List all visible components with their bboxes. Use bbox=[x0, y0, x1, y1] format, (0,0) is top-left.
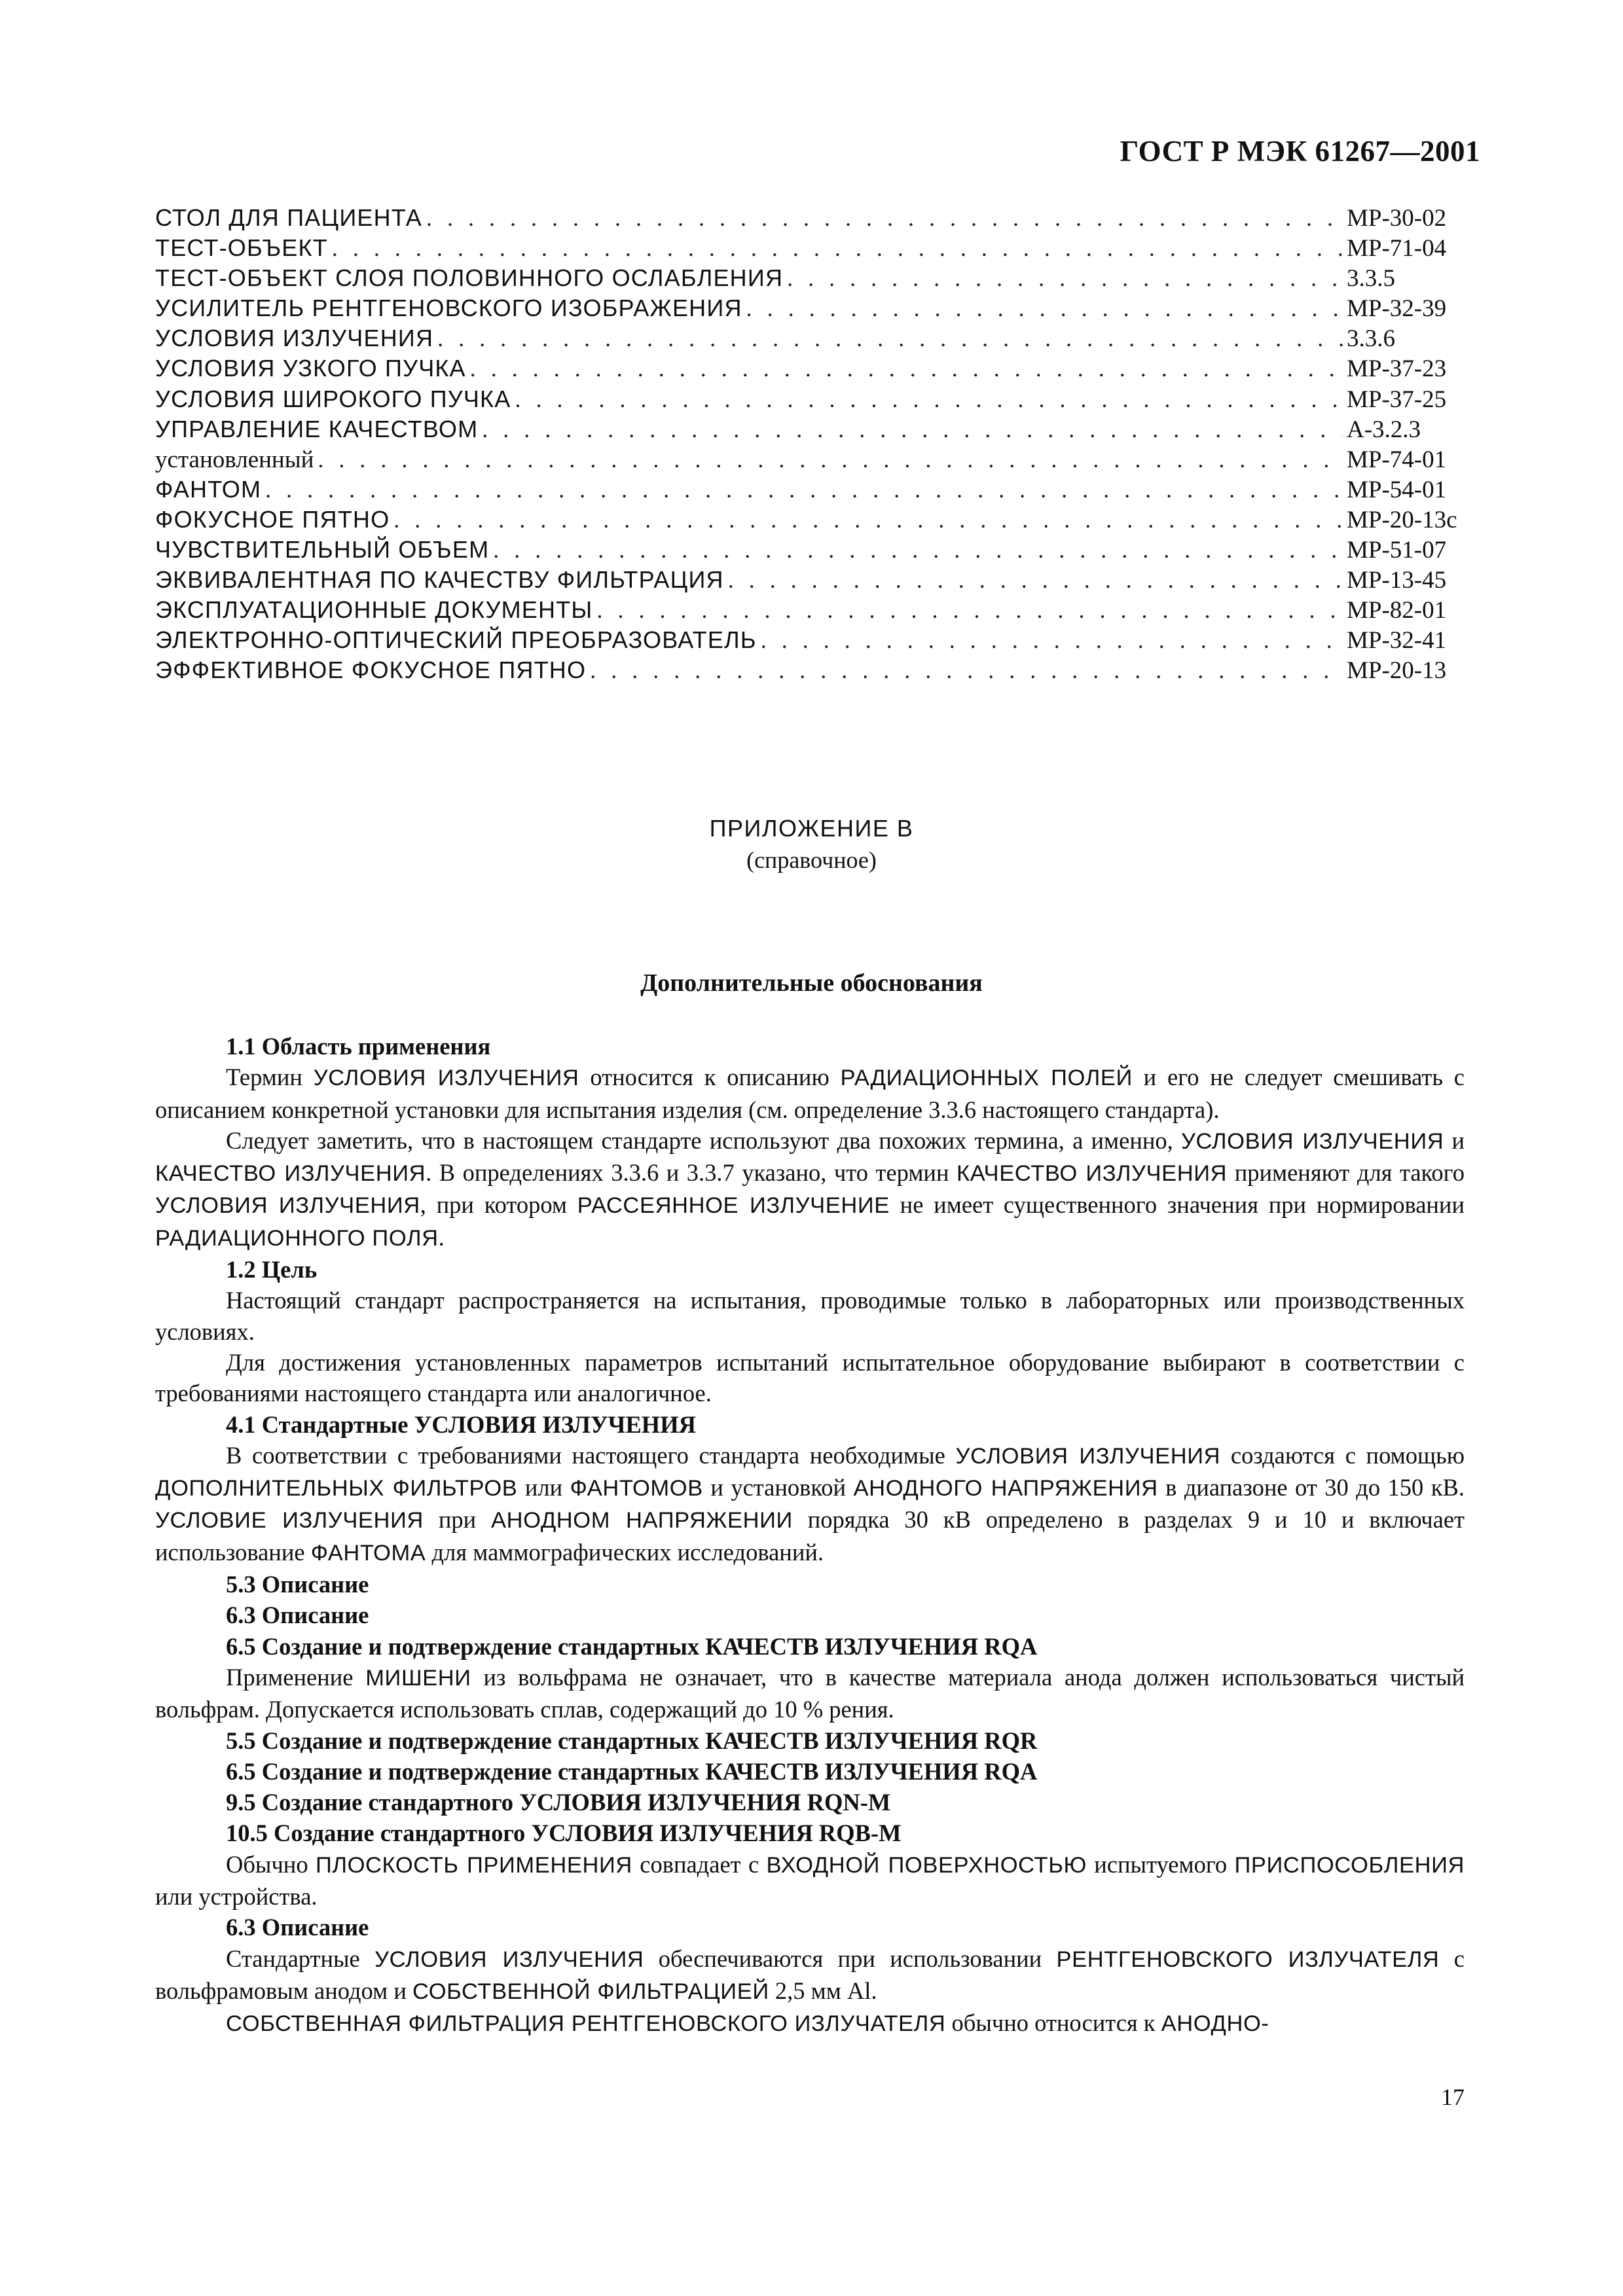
text-run: испытуемого bbox=[1086, 1850, 1235, 1878]
index-term: УСЛОВИЯ УЗКОГО ПУЧКА bbox=[155, 355, 466, 382]
text-run: В соответствии с требованиями настоящего стандарта необходимые bbox=[226, 1441, 956, 1469]
subsection-heading: 9.5 Создание стандартного УСЛОВИЯ ИЗЛУЧЕНИЯ RQN-M bbox=[226, 1789, 891, 1816]
paragraph bbox=[155, 1125, 1465, 1254]
subsection-heading: 1.2 Цель bbox=[226, 1256, 318, 1283]
text-run: при bbox=[423, 1506, 492, 1534]
defined-term: РАДИАЦИОННЫХ ПОЛЕЙ bbox=[840, 1066, 1133, 1091]
index-row bbox=[155, 446, 1465, 476]
paragraph bbox=[155, 1943, 1465, 2008]
index-reference: МР-20-13с bbox=[1347, 506, 1457, 533]
index-term: СТОЛ ДЛЯ ПАЦИЕНТА bbox=[155, 204, 423, 231]
index-leader-dots bbox=[265, 476, 1343, 503]
text-run: создаются с помощью bbox=[1220, 1441, 1465, 1469]
defined-term: УСЛОВИЯ ИЗЛУЧЕНИЯ bbox=[374, 1946, 644, 1972]
text-run: для маммографических исследований. bbox=[426, 1538, 824, 1566]
index-reference: МР-20-13 bbox=[1347, 657, 1447, 685]
defined-term: АНОДНО- bbox=[1161, 2011, 1269, 2037]
text-run: . В определениях 3.3.6 и 3.3.7 указано, что термин bbox=[426, 1159, 957, 1187]
index-leader-dots bbox=[590, 656, 1343, 684]
index-row bbox=[155, 355, 1465, 385]
text-run: Обычно bbox=[226, 1850, 316, 1878]
text-run: относится к описанию bbox=[579, 1064, 841, 1091]
text-run: из вольфрама не означает, что в качестве материала анода должен использоваться чистый вольфрам. Допускается использовать сплав, содержащий до 10 % рения. bbox=[155, 1663, 1465, 1723]
defined-term: УСЛОВИЯ ИЗЛУЧЕНИЯ bbox=[955, 1443, 1221, 1469]
subsection-heading: 6.3 Описание bbox=[226, 1602, 369, 1629]
page-number: 17 bbox=[1441, 2084, 1465, 2110]
text-run: 2,5 мм Al. bbox=[769, 1977, 877, 2004]
index-leader-dots bbox=[761, 626, 1343, 654]
index-reference: МР-71-04 bbox=[1347, 235, 1447, 262]
text-run: , при котором bbox=[420, 1191, 577, 1219]
subsection-heading: 5.3 Описание bbox=[226, 1571, 369, 1598]
defined-term: ВХОДНОЙ ПОВЕРХНОСТЬЮ bbox=[766, 1852, 1087, 1878]
index-reference: 3.3.6 bbox=[1347, 325, 1395, 353]
index-term: ЭКВИВАЛЕНТНАЯ ПО КАЧЕСТВУ ФИЛЬТРАЦИЯ bbox=[155, 566, 724, 594]
paragraph bbox=[155, 1062, 1465, 1125]
text-run: применяют для такого bbox=[1227, 1159, 1465, 1187]
index-term: УСИЛИТЕЛЬ РЕНТГЕНОВСКОГО ИЗОБРАЖЕНИЯ bbox=[155, 295, 742, 322]
defined-term: МИШЕНИ bbox=[365, 1665, 471, 1691]
paragraph bbox=[155, 1440, 1465, 1569]
text-run: совпадает с bbox=[632, 1850, 767, 1878]
index-row bbox=[155, 656, 1465, 687]
defined-term: УСЛОВИЯ ИЗЛУЧЕНИЯ bbox=[155, 1193, 420, 1219]
index-term: ФОКУСНОЕ ПЯТНО bbox=[155, 505, 390, 533]
defined-term: ФАНТОМОВ bbox=[570, 1476, 703, 1501]
index-reference: МР-30-02 bbox=[1347, 205, 1447, 232]
index-term: УСЛОВИЯ ИЗЛУЧЕНИЯ bbox=[155, 325, 434, 352]
index-reference: МР-37-23 bbox=[1347, 355, 1447, 383]
index-row bbox=[155, 204, 1465, 234]
index-term: ЭФФЕКТИВНОЕ ФОКУСНОЕ ПЯТНО bbox=[155, 656, 587, 684]
index-row bbox=[155, 264, 1465, 295]
index-row bbox=[155, 476, 1465, 506]
document-code-header: ГОСТ Р МЭК 61267—2001 bbox=[1120, 135, 1480, 168]
subsection-heading: 6.5 Создание и подтверждение стандартных КАЧЕСТВ ИЗЛУЧЕНИЯ RQA bbox=[226, 1757, 1038, 1785]
text-run: с вольфрамовым анодом и bbox=[155, 1945, 1465, 2004]
index-reference: А-3.2.3 bbox=[1347, 416, 1421, 443]
index-term: установленный bbox=[155, 446, 314, 473]
index-row bbox=[155, 626, 1465, 656]
text-run: не имеет существенного значения при нормировании bbox=[889, 1191, 1465, 1219]
defined-term: СОБСТВЕННАЯ ФИЛЬТРАЦИЯ РЕНТГЕНОВСКОГО ИЗЛУЧАТЕЛЯ bbox=[226, 2011, 946, 2037]
index-leader-dots bbox=[482, 416, 1343, 443]
index-term: ЧУВСТВИТЕЛЬНЫЙ ОБЪЕМ bbox=[155, 536, 490, 564]
paragraph bbox=[155, 1285, 1465, 1347]
text-run: или устройства. bbox=[155, 1883, 318, 1910]
annex-title: ПРИЛОЖЕНИЕ В bbox=[709, 815, 914, 842]
index-leader-dots bbox=[393, 506, 1343, 533]
index-reference: МР-32-41 bbox=[1347, 627, 1447, 655]
text-run: и bbox=[1444, 1126, 1465, 1154]
defined-term: СОБСТВЕННОЙ ФИЛЬТРАЦИЕЙ bbox=[412, 1979, 769, 2004]
text-run: Стандартные bbox=[226, 1945, 375, 1972]
defined-term: РАССЕЯННОЕ ИЗЛУЧЕНИЕ bbox=[577, 1193, 890, 1219]
index-reference: МР-32-39 bbox=[1347, 295, 1447, 323]
subsection-heading: 6.3 Описание bbox=[226, 1914, 369, 1941]
defined-term: ФАНТОМА bbox=[310, 1540, 426, 1566]
text-run: Применение bbox=[226, 1663, 366, 1691]
index-term: ТЕСТ-ОБЪЕКТ bbox=[155, 234, 328, 262]
text-run: Настоящий стандарт распространяется на испытания, проводимые только в лабораторных или производственных условиях. bbox=[155, 1287, 1465, 1345]
index-reference: МР-74-01 bbox=[1347, 446, 1447, 473]
subsection-heading: 5.5 Создание и подтверждение стандартных КАЧЕСТВ ИЗЛУЧЕНИЯ RQR bbox=[226, 1727, 1038, 1754]
index-reference: МР-37-25 bbox=[1347, 386, 1447, 413]
index-leader-dots bbox=[728, 566, 1343, 594]
index-reference: МР-51-07 bbox=[1347, 537, 1447, 564]
index-reference: 3.3.5 bbox=[1347, 265, 1395, 293]
index-leader-dots bbox=[437, 325, 1343, 352]
defined-term: ПЛОСКОСТЬ ПРИМЕНЕНИЯ bbox=[315, 1852, 632, 1878]
text-run: Для достижения установленных параметров испытаний испытательное оборудование выбирают в соответствии с требованиями настоящего стандарта или аналогичное. bbox=[155, 1348, 1465, 1407]
index-row bbox=[155, 325, 1465, 355]
defined-term: АНОДНОМ НАПРЯЖЕНИИ bbox=[491, 1508, 793, 1534]
defined-term: РАДИАЦИОННОГО ПОЛЯ bbox=[155, 1225, 439, 1251]
paragraph bbox=[155, 1849, 1465, 1912]
index-row bbox=[155, 416, 1465, 446]
index-term: ЭЛЕКТРОННО-ОПТИЧЕСКИЙ ПРЕОБРАЗОВАТЕЛЬ bbox=[155, 626, 757, 654]
index-reference: МР-54-01 bbox=[1347, 476, 1447, 503]
defined-term: КАЧЕСТВО ИЗЛУЧЕНИЯ bbox=[957, 1161, 1228, 1187]
text-run: Следует заметить, что в настоящем стандарте используют два похожих термина, а именно, bbox=[226, 1126, 1182, 1154]
index-term: УПРАВЛЕНИЕ КАЧЕСТВОМ bbox=[155, 415, 479, 442]
defined-term: РЕНТГЕНОВСКОГО ИЗЛУЧАТЕЛЯ bbox=[1056, 1946, 1440, 1972]
text-run: или bbox=[517, 1474, 570, 1501]
index-leader-dots bbox=[318, 446, 1343, 473]
index-row bbox=[155, 386, 1465, 416]
defined-term: УСЛОВИЯ ИЗЛУЧЕНИЯ bbox=[313, 1066, 579, 1091]
index-reference: МР-82-01 bbox=[1347, 597, 1447, 624]
text-run: . bbox=[438, 1223, 445, 1251]
index-term: УСЛОВИЯ ШИРОКОГО ПУЧКА bbox=[155, 385, 511, 412]
index-term: ФАНТОМ bbox=[155, 475, 262, 503]
paragraph bbox=[155, 2007, 1465, 2039]
paragraph bbox=[155, 1662, 1465, 1725]
index-reference: МР-13-45 bbox=[1347, 567, 1447, 594]
text-run: порядка 30 кВ определено в разделах 9 и 10 и включает использование bbox=[155, 1506, 1465, 1566]
index-leader-dots bbox=[332, 234, 1343, 262]
index-leader-dots bbox=[746, 295, 1343, 322]
annex-subtitle: (справочное) bbox=[746, 847, 877, 873]
term-index-list bbox=[155, 204, 1465, 687]
index-leader-dots bbox=[426, 204, 1343, 232]
index-row bbox=[155, 506, 1465, 536]
index-row bbox=[155, 536, 1465, 566]
paragraph bbox=[155, 1347, 1465, 1409]
index-leader-dots bbox=[470, 355, 1343, 382]
index-leader-dots bbox=[515, 386, 1343, 413]
defined-term: АНОДНОГО НАПРЯЖЕНИЯ bbox=[853, 1476, 1158, 1501]
defined-term: УСЛОВИЯ ИЗЛУЧЕНИЯ bbox=[1181, 1128, 1444, 1154]
defined-term: ДОПОЛНИТЕЛЬНЫХ ФИЛЬТРОВ bbox=[155, 1476, 518, 1501]
index-term: ЭКСПЛУАТАЦИОННЫЕ ДОКУМЕНТЫ bbox=[155, 596, 593, 624]
subsection-heading: 6.5 Создание и подтверждение стандартных КАЧЕСТВ ИЗЛУЧЕНИЯ RQA bbox=[226, 1632, 1038, 1660]
text-run: обычно относится к bbox=[945, 2009, 1161, 2037]
subsection-heading: 4.1 Стандартные УСЛОВИЯ ИЗЛУЧЕНИЯ bbox=[226, 1410, 696, 1438]
index-row bbox=[155, 234, 1465, 264]
text-run: Термин bbox=[226, 1064, 314, 1091]
text-run: и установкой bbox=[702, 1474, 854, 1501]
index-term: ТЕСТ-ОБЪЕКТ СЛОЯ ПОЛОВИННОГО ОСЛАБЛЕНИЯ bbox=[155, 264, 784, 292]
text-run: и его не следует смешивать с описанием конкретной установки для испытания изделия (см. определение 3.3.6 настоящего стандарта). bbox=[155, 1064, 1465, 1123]
index-row bbox=[155, 596, 1465, 626]
defined-term: ПРИСПОСОБЛЕНИЯ bbox=[1234, 1852, 1465, 1878]
index-row bbox=[155, 566, 1465, 596]
defined-term: УСЛОВИЕ ИЗЛУЧЕНИЯ bbox=[155, 1508, 424, 1534]
index-leader-dots bbox=[596, 596, 1343, 624]
index-leader-dots bbox=[787, 264, 1343, 292]
defined-term: КАЧЕСТВО ИЗЛУЧЕНИЯ bbox=[155, 1161, 426, 1187]
text-run: в диапазоне от 30 до 150 кВ. bbox=[1158, 1474, 1465, 1501]
index-row bbox=[155, 295, 1465, 325]
text-run: обеспечиваются при использовании bbox=[644, 1945, 1057, 1972]
subsection-heading: 1.1 Область применения bbox=[226, 1033, 491, 1060]
index-leader-dots bbox=[493, 536, 1343, 564]
subsection-heading: 10.5 Создание стандартного УСЛОВИЯ ИЗЛУЧЕНИЯ RQB-M bbox=[226, 1820, 902, 1847]
section-title: Дополнительные обоснования bbox=[640, 969, 983, 997]
body-text bbox=[155, 1031, 1465, 2040]
